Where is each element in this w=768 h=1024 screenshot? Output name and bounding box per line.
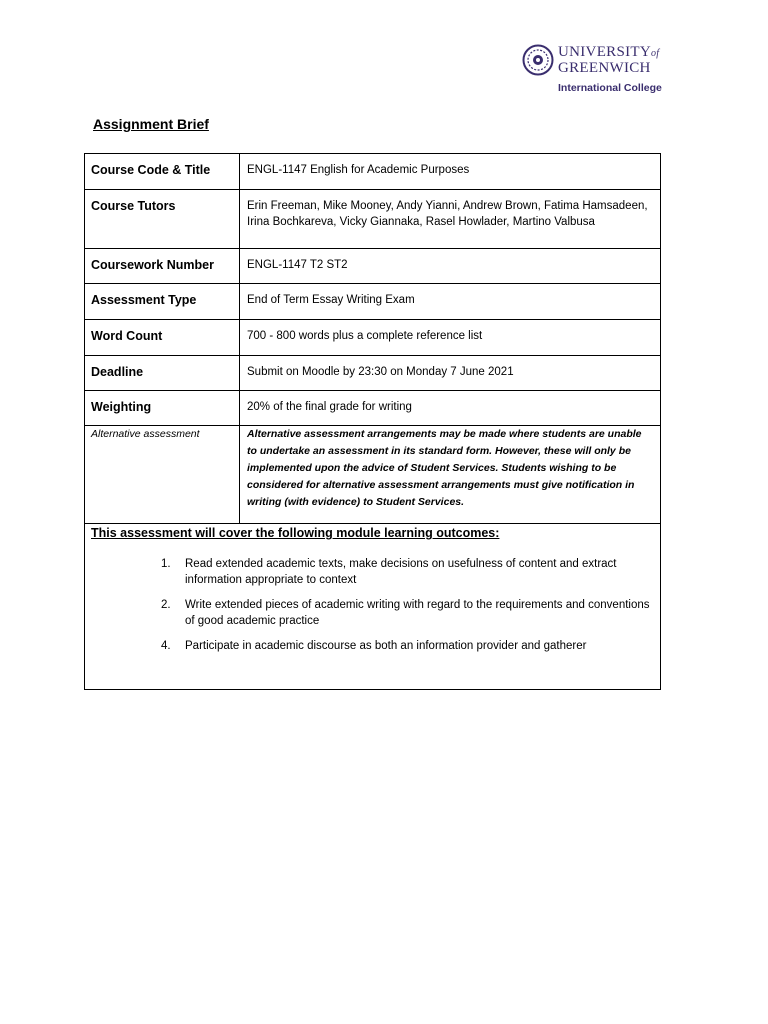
learning-outcomes-heading: This assessment will cover the following module learning outcomes:: [91, 526, 500, 540]
row-value: ENGL-1147 English for Academic Purposes: [247, 164, 470, 176]
row-assessment-type: [85, 284, 660, 320]
logo-subtitle: International College: [558, 82, 662, 94]
row-coursework-number: [85, 249, 660, 284]
row-label: Course Tutors: [85, 190, 240, 248]
row-course-code: [85, 154, 660, 190]
row-label: Weighting: [85, 391, 240, 425]
row-course-tutors: [85, 190, 660, 249]
outcome-text: Participate in academic discourse as both an information provider and gatherer: [185, 640, 587, 652]
university-crest-icon: [522, 44, 554, 76]
row-label: Coursework Number: [85, 249, 240, 283]
page-title: Assignment Brief: [93, 116, 209, 132]
list-item: [155, 556, 655, 588]
outcome-number: 1.: [161, 558, 171, 570]
row-label: Word Count: [85, 320, 240, 355]
row-alternative-assessment: [85, 426, 660, 524]
learning-outcomes-list: [155, 556, 655, 663]
row-value: Erin Freeman, Mike Mooney, Andy Yianni, Andrew Brown, Fatima Hamsadeen, Irina Bochkareva, Vicky Giannaka, Rasel Howlader, Martino Valbusa: [247, 200, 648, 228]
university-logo: [522, 42, 677, 98]
outcome-number: 4.: [161, 640, 171, 652]
list-item: [155, 597, 655, 629]
row-label: Assessment Type: [85, 284, 240, 319]
row-label: Deadline: [85, 356, 240, 390]
row-value: Alternative assessment arrangements may be made where students are unable to undertake an assessment in its standard form. However, these will only be implemented upon the advice of Student Services. Students wishing to be considered for alternative assessment arrangements must give notification in writing (with evidence) to Student Services.: [247, 428, 642, 508]
row-word-count: [85, 320, 660, 356]
outcome-number: 2.: [161, 599, 171, 611]
row-weighting: [85, 391, 660, 426]
row-value: ENGL-1147 T2 ST2: [247, 259, 348, 271]
row-value: Submit on Moodle by 23:30 on Monday 7 June 2021: [247, 366, 514, 378]
row-label: Course Code & Title: [85, 154, 240, 189]
row-label: Alternative assessment: [85, 426, 240, 523]
list-item: [155, 638, 655, 654]
outcome-text: Write extended pieces of academic writing with regard to the requirements and conventions of good academic practice: [185, 599, 650, 627]
logo-university-text: UNIVERSITYof: [558, 44, 660, 60]
outcome-text: Read extended academic texts, make decisions on usefulness of content and extract information appropriate to context: [185, 558, 617, 586]
assignment-brief-table: [84, 153, 661, 690]
row-deadline: [85, 356, 660, 391]
logo-name-text: GREENWICH: [558, 60, 651, 76]
row-value: 700 - 800 words plus a complete reference list: [247, 330, 483, 342]
row-value: End of Term Essay Writing Exam: [247, 294, 415, 306]
row-value: 20% of the final grade for writing: [247, 401, 412, 413]
